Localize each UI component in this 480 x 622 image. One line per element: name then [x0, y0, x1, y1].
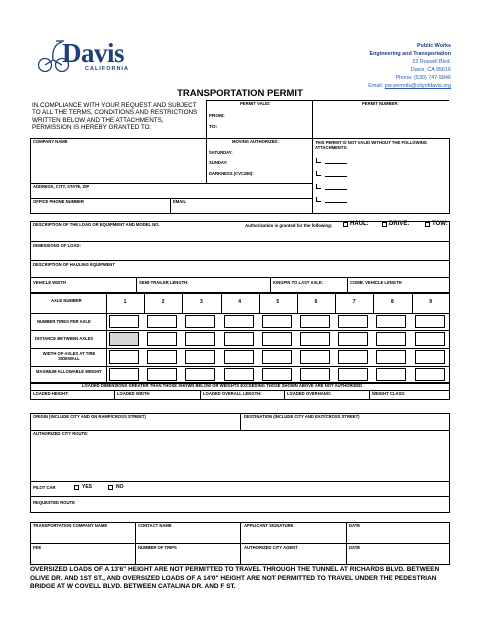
axle-number-9: 9	[429, 299, 432, 305]
distance-axles-label: DISTANCE BETWEEN AXLES	[35, 336, 94, 341]
axle-cell-r3-c2[interactable]	[147, 350, 177, 364]
axle-cell-r4-c2[interactable]	[147, 368, 177, 381]
dimensions-load-label: DIMENSIONS OF LOAD:	[33, 243, 81, 248]
requested-route-field[interactable]	[31, 506, 449, 512]
attachment-checkbox-1[interactable]	[316, 158, 321, 163]
email-label: Email:	[368, 83, 384, 89]
email-input-field[interactable]	[171, 204, 311, 213]
axle-number-6: 6	[314, 299, 318, 305]
axle-cell-r4-c6[interactable]	[300, 368, 330, 381]
weight-class-label: WEIGHT CLASS:	[372, 391, 406, 396]
not-valid-label: THIS PERMIT IS NOT VALID WITHOUT THE FOLLOWING ATTACHMENTS:	[315, 140, 428, 150]
axle-number-8: 8	[391, 299, 394, 305]
permit-number-label: PERMIT NUMBER:	[362, 101, 399, 106]
origin-label: ORIGIN (INCLUDE CITY AND ON RAMP/CROSS STREET)	[33, 414, 146, 419]
loaded-overall-label: LOADED OVERALL LENGTH:	[203, 391, 262, 396]
transport-company-label: TRANSPORTATION COMPANY NAME	[33, 523, 108, 528]
sunday-label: SUNDAY:	[209, 160, 228, 165]
axle-cell-r1-c7[interactable]	[338, 315, 368, 328]
axle-cell-r4-c4[interactable]	[224, 368, 254, 381]
agency-line-2: Engineering and Transportation	[369, 51, 451, 57]
pilot-yes-label: YES	[82, 484, 93, 490]
fee-label: FEE	[33, 545, 42, 550]
axle-cell-r4-c1[interactable]	[109, 368, 139, 381]
axle-cell-r1-c6[interactable]	[300, 315, 330, 328]
loaded-note: LOADED DIMENSIONS GREATER THAN THOSE SHOWN BELOW OR WEIGHTS EXCEEDING THOSE SHOWN ABOVE ARE NOT AUTHORIZED	[82, 383, 363, 388]
date-label-2: DATE	[349, 545, 361, 550]
axle-cell-r2-c7[interactable]	[338, 332, 368, 346]
pilot-no-label: NO	[116, 484, 124, 490]
axle-cell-r3-c6[interactable]	[300, 350, 330, 364]
axle-cell-r4-c5[interactable]	[262, 368, 292, 381]
dimensions-load-field[interactable]	[31, 249, 449, 259]
company-name-label: COMPANY NAME	[33, 139, 68, 144]
city-agent-label: AUTHORIZED CITY AGENT	[244, 545, 298, 550]
axle-cell-r1-c4[interactable]	[224, 315, 254, 328]
attachment-checkbox-4[interactable]	[316, 197, 321, 202]
applicant-signature-label: APPLICANT SIGNATURE	[244, 523, 294, 528]
axle-number-label: AXLE NUMBER	[51, 298, 82, 303]
axle-cell-r3-c3[interactable]	[185, 350, 215, 364]
axle-number-3: 3	[200, 299, 203, 305]
axle-number-4: 4	[238, 299, 241, 305]
contact-name-label: CONTACT NAME	[138, 523, 172, 528]
authorized-route-label: AUTHORIZED CITY ROUTE:	[33, 431, 89, 436]
agency-line-1: Public Works	[416, 43, 451, 49]
pilot-yes-checkbox[interactable]	[74, 485, 79, 490]
page-title: TRANSPORTATION PERMIT	[177, 88, 303, 99]
axle-cell-r2-c8[interactable]	[376, 332, 406, 346]
from-label: FROM:	[209, 114, 225, 119]
axle-cell-r2-c5[interactable]	[262, 332, 292, 346]
kingpin-label: KINGPIN TO LAST AXLE:	[273, 280, 324, 285]
vehicle-width-label: VEHICLE WIDTH	[33, 280, 67, 285]
destination-label: DESTINATION (INCLUDE CITY AND EXIT/CROSS STREET)	[244, 414, 360, 419]
axle-cell-r1-c9[interactable]	[415, 315, 445, 328]
semitrailer-length-label: SEMI-TRAILER LENGTH:	[139, 280, 189, 285]
width-axles-label: WIDTH OF AXLES AT TIRE SIDEWALL	[42, 351, 96, 361]
agency-line-3: 23 Russell Blvd.	[412, 59, 451, 65]
permit-valid-field[interactable]	[207, 106, 311, 137]
axle-number-7: 7	[352, 299, 356, 305]
axle-cell-r3-c8[interactable]	[376, 350, 406, 364]
axle-cell-r3-c1[interactable]	[109, 350, 139, 364]
office-phone-label: OFFICE PHONE NUMBER	[33, 199, 84, 204]
intro-text: IN COMPLIANCE WITH YOUR REQUEST AND SUBJECT TO ALL THE TERMS, CONDITIONS AND RESTRICTIONS WRITTEN BELOW AND THE ATTACHMENTS, PERMISSION IS HEREBY GRANTED TO:	[32, 102, 198, 131]
axle-cell-r2-c3[interactable]	[185, 332, 215, 346]
company-name-field[interactable]	[31, 145, 205, 182]
axle-cell-r1-c1[interactable]	[109, 315, 139, 328]
axle-cell-r2-c4[interactable]	[224, 332, 254, 346]
email-field-label: EMAIL	[173, 199, 187, 204]
permit-number-field[interactable]	[313, 106, 448, 137]
saturday-label: SATURDAY:	[209, 150, 233, 155]
agency-line-4: Davis, CA 95616	[410, 67, 451, 73]
drive-checkbox[interactable]	[382, 222, 387, 227]
axle-cell-r1-c2[interactable]	[147, 315, 177, 328]
authorized-route-field[interactable]	[31, 437, 449, 480]
axle-cell-r4-c8[interactable]	[376, 368, 406, 381]
city-logo	[38, 38, 133, 78]
axle-cell-r4-c3[interactable]	[185, 368, 215, 381]
description-load-label: DESCRIPTION OF THE LOAD OR EQUIPMENT AND MODEL NO.	[33, 222, 160, 227]
loaded-height-label: LOADED HEIGHT:	[33, 391, 69, 396]
haul-checkbox[interactable]	[343, 222, 348, 227]
number-tires-label: NUMBER TIRES PER AXLE	[37, 319, 91, 324]
pilot-no-checkbox[interactable]	[108, 485, 113, 490]
moving-authorized-label: MOVING AUTHORIZED:	[232, 139, 279, 144]
pilot-car-label: PILOT CAR	[33, 485, 56, 490]
axle-cell-r2-c2[interactable]	[147, 332, 177, 346]
loaded-width-label: LOADED WIDTH	[117, 391, 150, 396]
comb-length-label: COMB. VEHICLE LENGTH	[350, 280, 402, 285]
axle-cell-r2-c6[interactable]	[300, 332, 330, 346]
axle-number-1: 1	[123, 299, 127, 305]
date-label-1: DATE	[349, 523, 361, 528]
number-trips-label: NUMBER OF TRIPS	[138, 545, 177, 550]
attachment-checkbox-3[interactable]	[316, 184, 321, 189]
axle-cell-r4-c9[interactable]	[415, 368, 445, 381]
email-link[interactable]: pw-permits@cityofdavis.org	[384, 83, 451, 89]
logo-subtitle: CALIFORNIA	[85, 66, 129, 72]
agency-line-5: Phone: (530) 747-5846	[395, 75, 451, 81]
footer-note: OVERSIZED LOADS OF A 13'6" HEIGHT ARE NOT PERMITTED TO TRAVEL THROUGH THE TUNNEL AT RICHARDS BLVD. BETWEEN OLIVE DR. AND 1ST ST., AND OVERSIZED LOADS OF A 14'0" HEIGHT ARE NOT PERMITTED TO TRAVEL UNDER THE PEDESTRIAN BRIDGE AT W COVELL BLVD. BETWEEN CATALINA DR. AND F ST.	[30, 566, 440, 590]
attachment-checkbox-2[interactable]	[316, 171, 321, 176]
drive-label: DRIVE:	[389, 221, 410, 227]
description-hauling-field[interactable]	[31, 268, 449, 276]
address-label: ADDRESS, CITY, STATE, ZIP	[33, 184, 90, 189]
max-weight-label: MAXIMUM ALLOWABLE WEIGHT	[36, 369, 102, 374]
axle-cell-r1-c3[interactable]	[185, 315, 215, 328]
logo-word: Davis	[62, 38, 125, 68]
axle-cell-r3-c7[interactable]	[338, 350, 368, 364]
description-hauling-label: DESCRIPTION OF HAULING EQUIPMENT	[33, 262, 115, 267]
address-field[interactable]	[31, 189, 311, 197]
axle-number-5: 5	[276, 299, 280, 305]
to-label: TO:	[209, 125, 218, 130]
darkness-label: DARKNESS (CVC280):	[209, 171, 254, 176]
authorization-label: Authorization is granted for the following:	[245, 223, 333, 228]
haul-label: HAUL:	[350, 221, 369, 227]
origin-field[interactable]	[31, 420, 239, 429]
axle-cell-r3-c4[interactable]	[224, 350, 254, 364]
loaded-overhang-label: LOADED OVERHANG:	[287, 391, 332, 396]
axle-cell-r1-c5[interactable]	[262, 315, 292, 328]
destination-field[interactable]	[241, 420, 449, 429]
tow-label: TOW:	[432, 221, 448, 227]
axle-cell-r2-c1[interactable]	[109, 332, 139, 346]
axle-cell-r3-c9[interactable]	[415, 350, 445, 364]
axle-cell-r1-c8[interactable]	[376, 315, 406, 328]
office-phone-field[interactable]	[31, 204, 169, 213]
requested-route-label: REQUESTED ROUTE	[33, 500, 75, 505]
permit-valid-label: PERMIT VALID:	[240, 101, 271, 106]
tow-checkbox[interactable]	[425, 222, 430, 227]
axle-number-2: 2	[161, 299, 165, 305]
axle-cell-r4-c7[interactable]	[338, 368, 368, 381]
axle-cell-r2-c9[interactable]	[415, 332, 445, 346]
axle-cell-r3-c5[interactable]	[262, 350, 292, 364]
agency-address-block	[368, 42, 451, 90]
